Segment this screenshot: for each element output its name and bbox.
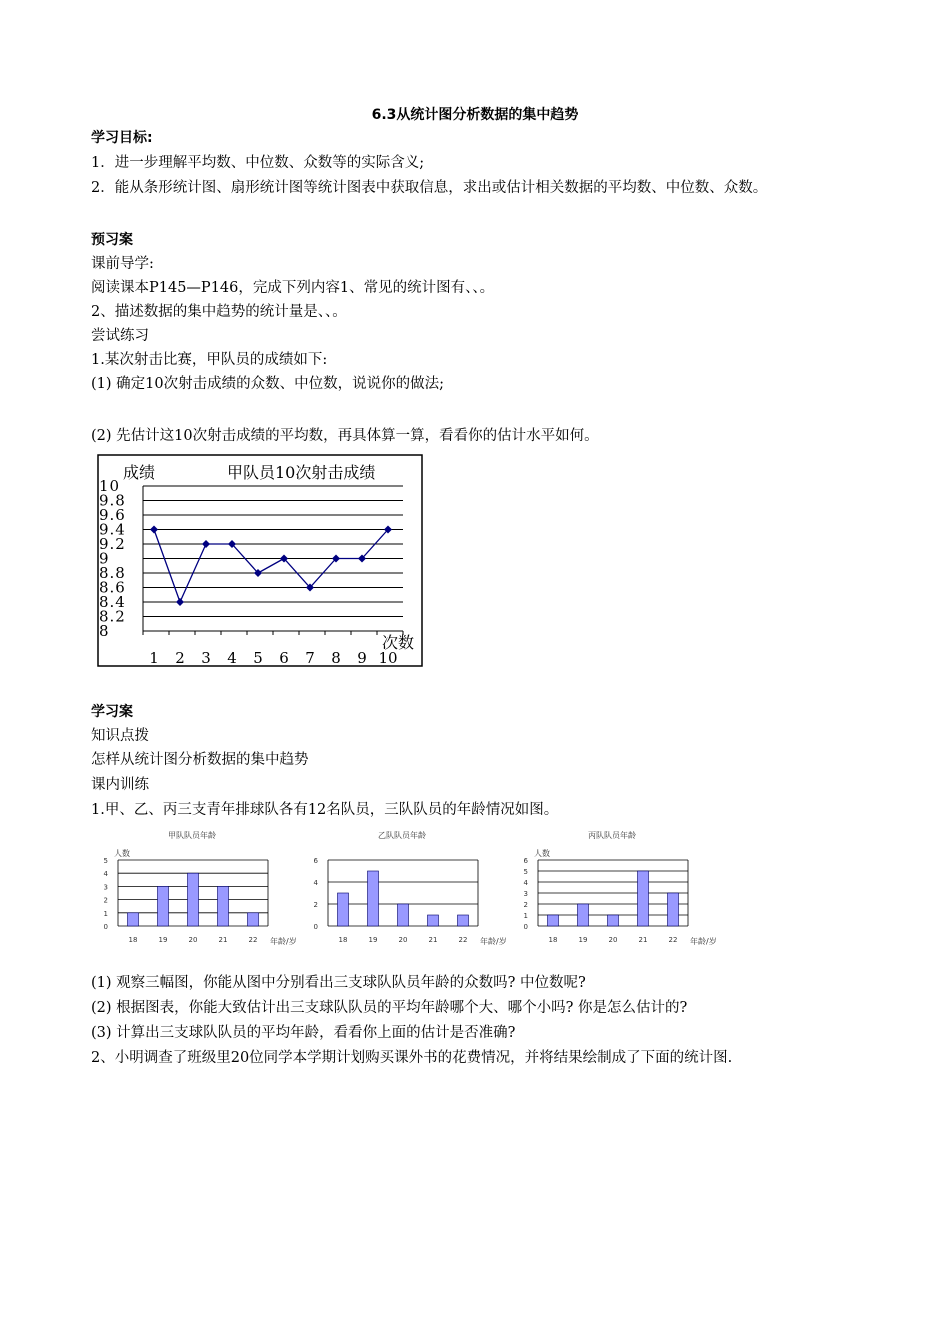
x-tick-label: 18	[548, 936, 558, 944]
bar	[578, 904, 589, 926]
x-tick-label: 22	[248, 936, 258, 944]
x-tick-label: 21	[218, 936, 228, 944]
q1-intro: 1.某次射击比赛，甲队员的成绩如下:	[91, 352, 328, 368]
y-tick-label: 2	[523, 901, 528, 909]
bar	[548, 915, 559, 926]
line-chart-title: 甲队员10次射击成绩	[227, 463, 376, 482]
y-tick-label: 9.6	[99, 506, 126, 524]
x-tick-label: 2	[175, 649, 185, 667]
page-title: 6.3从统计图分析数据的集中趋势	[371, 107, 579, 123]
q1-part1: (1) 确定10次射击成绩的众数、中位数，说说你的做法;	[91, 376, 444, 392]
y-tick-label: 8.4	[99, 593, 126, 611]
bar-chart-ylabel: 人数	[534, 849, 550, 858]
x-tick-label: 18	[128, 936, 138, 944]
x-tick-label: 21	[638, 936, 648, 944]
how-to-analyze: 怎样从统计图分析数据的集中趋势	[91, 752, 309, 768]
bar	[248, 913, 259, 926]
measures-line: 2、描述数据的集中趋势的统计量是、、。	[91, 304, 347, 320]
y-tick-label: 8.2	[99, 607, 126, 626]
y-tick-label: 8	[99, 622, 110, 640]
x-tick-label: 3	[201, 649, 211, 667]
bar	[398, 904, 409, 926]
y-tick-label: 9.4	[99, 520, 126, 539]
objective-1: 1．进一步理解平均数、中位数、众数等的实际含义;	[91, 155, 425, 171]
y-tick-label: 8.6	[99, 578, 126, 597]
bar	[158, 886, 169, 926]
y-tick-label: 0	[103, 923, 108, 931]
preview-heading: 预习案	[91, 232, 133, 248]
q3-intro: 2、小明调查了班级里20位同学本学期计划购买课外书的花费情况，并将结果绘制成了下面的统计图.	[91, 1050, 733, 1066]
q2-part1: (1) 观察三幅图，你能从图中分别看出三支球队队员年龄的众数吗? 中位数呢?	[91, 975, 586, 991]
y-tick-label: 4	[103, 870, 108, 879]
y-tick-label: 9.2	[99, 535, 126, 553]
bar-chart-xlabel: 年龄/岁	[270, 937, 297, 946]
objective-2: 2．能从条形统计图、扇形统计图等统计图表中获取信息，求出或估计相关数据的平均数、中位数、众数。	[91, 180, 768, 196]
bar-chart-xlabel: 年龄/岁	[690, 937, 717, 946]
x-tick-label: 19	[368, 936, 378, 944]
bar	[188, 873, 199, 926]
x-tick-label: 10	[378, 649, 398, 667]
y-tick-label: 9.8	[99, 491, 126, 510]
x-tick-label: 19	[578, 936, 588, 944]
x-tick-label: 9	[357, 649, 367, 667]
y-tick-label: 0	[313, 923, 318, 931]
x-tick-label: 20	[188, 936, 198, 944]
y-tick-label: 1	[523, 912, 528, 920]
y-tick-label: 4	[523, 879, 528, 887]
bar	[458, 915, 469, 926]
y-tick-label: 5	[103, 857, 108, 865]
q1-part2: (2) 先估计这10次射击成绩的平均数，再具体算一算，看看你的估计水平如何。	[91, 428, 599, 444]
y-tick-label: 2	[313, 901, 318, 909]
bar	[638, 871, 649, 926]
bar	[668, 893, 679, 926]
x-tick-label: 20	[398, 936, 408, 944]
y-tick-label: 0	[523, 923, 528, 931]
x-tick-label: 20	[608, 936, 618, 944]
try-practice: 尝试练习	[91, 328, 149, 344]
bar	[128, 913, 139, 926]
x-tick-label: 18	[338, 936, 348, 944]
bar-chart-title: 甲队队员年龄	[168, 831, 216, 840]
line-chart-xlabel: 次数	[382, 633, 415, 652]
y-tick-label: 6	[523, 857, 528, 865]
y-tick-label: 9	[99, 549, 110, 568]
y-tick-label: 2	[103, 896, 108, 905]
read-textbook-line: 阅读课本P145—P146，完成下列内容1、常见的统计图有、、。	[91, 280, 495, 296]
y-tick-label: 10	[99, 477, 121, 495]
q2-part3: (3) 计算出三支球队队员的平均年龄，看看你上面的估计是否准确?	[91, 1025, 516, 1041]
x-tick-label: 22	[458, 936, 468, 944]
x-tick-label: 4	[227, 649, 237, 667]
x-tick-label: 19	[158, 936, 168, 944]
y-tick-label: 3	[103, 883, 108, 892]
y-tick-label: 6	[313, 857, 318, 865]
bar	[338, 893, 349, 926]
bar-chart-ylabel: 人数	[114, 849, 130, 858]
y-tick-label: 1	[103, 909, 108, 918]
team-jia-age-chart	[92, 826, 302, 948]
bar-chart-title: 丙队队员年龄	[588, 831, 636, 840]
x-tick-label: 5	[253, 649, 263, 667]
bar	[608, 915, 619, 926]
x-tick-label: 22	[668, 936, 678, 944]
x-tick-label: 6	[279, 649, 289, 667]
x-tick-label: 7	[305, 649, 315, 667]
study-heading: 学习案	[91, 704, 133, 720]
q2-part2: (2) 根据图表，你能大致估计出三支球队队员的平均年龄哪个大、哪个小吗? 你是怎么估计的?	[91, 1000, 688, 1016]
pre-class-guide: 课前导学:	[91, 256, 154, 272]
in-class-training: 课内训练	[91, 777, 149, 793]
y-tick-label: 5	[523, 868, 528, 876]
q2-intro: 1.甲、乙、丙三支青年排球队各有12名队员，三队队员的年龄情况如图。	[91, 802, 559, 818]
y-tick-label: 3	[523, 890, 528, 898]
x-tick-label: 8	[331, 649, 341, 667]
x-tick-label: 21	[428, 936, 438, 944]
y-tick-label: 8.8	[99, 564, 126, 582]
y-tick-label: 4	[313, 879, 318, 887]
team-yi-age-chart	[302, 826, 512, 948]
team-bing-age-chart	[512, 826, 722, 948]
bar	[368, 871, 379, 926]
bar-chart-xlabel: 年龄/岁	[480, 937, 507, 946]
bar	[428, 915, 439, 926]
knowledge-tips: 知识点拨	[91, 728, 149, 744]
shooting-line-chart	[97, 454, 423, 667]
bar-chart-title: 乙队队员年龄	[378, 831, 426, 840]
bar	[218, 886, 229, 926]
objectives-heading: 学习目标:	[91, 130, 153, 146]
x-tick-label: 1	[149, 649, 159, 667]
line-chart-ylabel: 成绩	[123, 463, 156, 482]
